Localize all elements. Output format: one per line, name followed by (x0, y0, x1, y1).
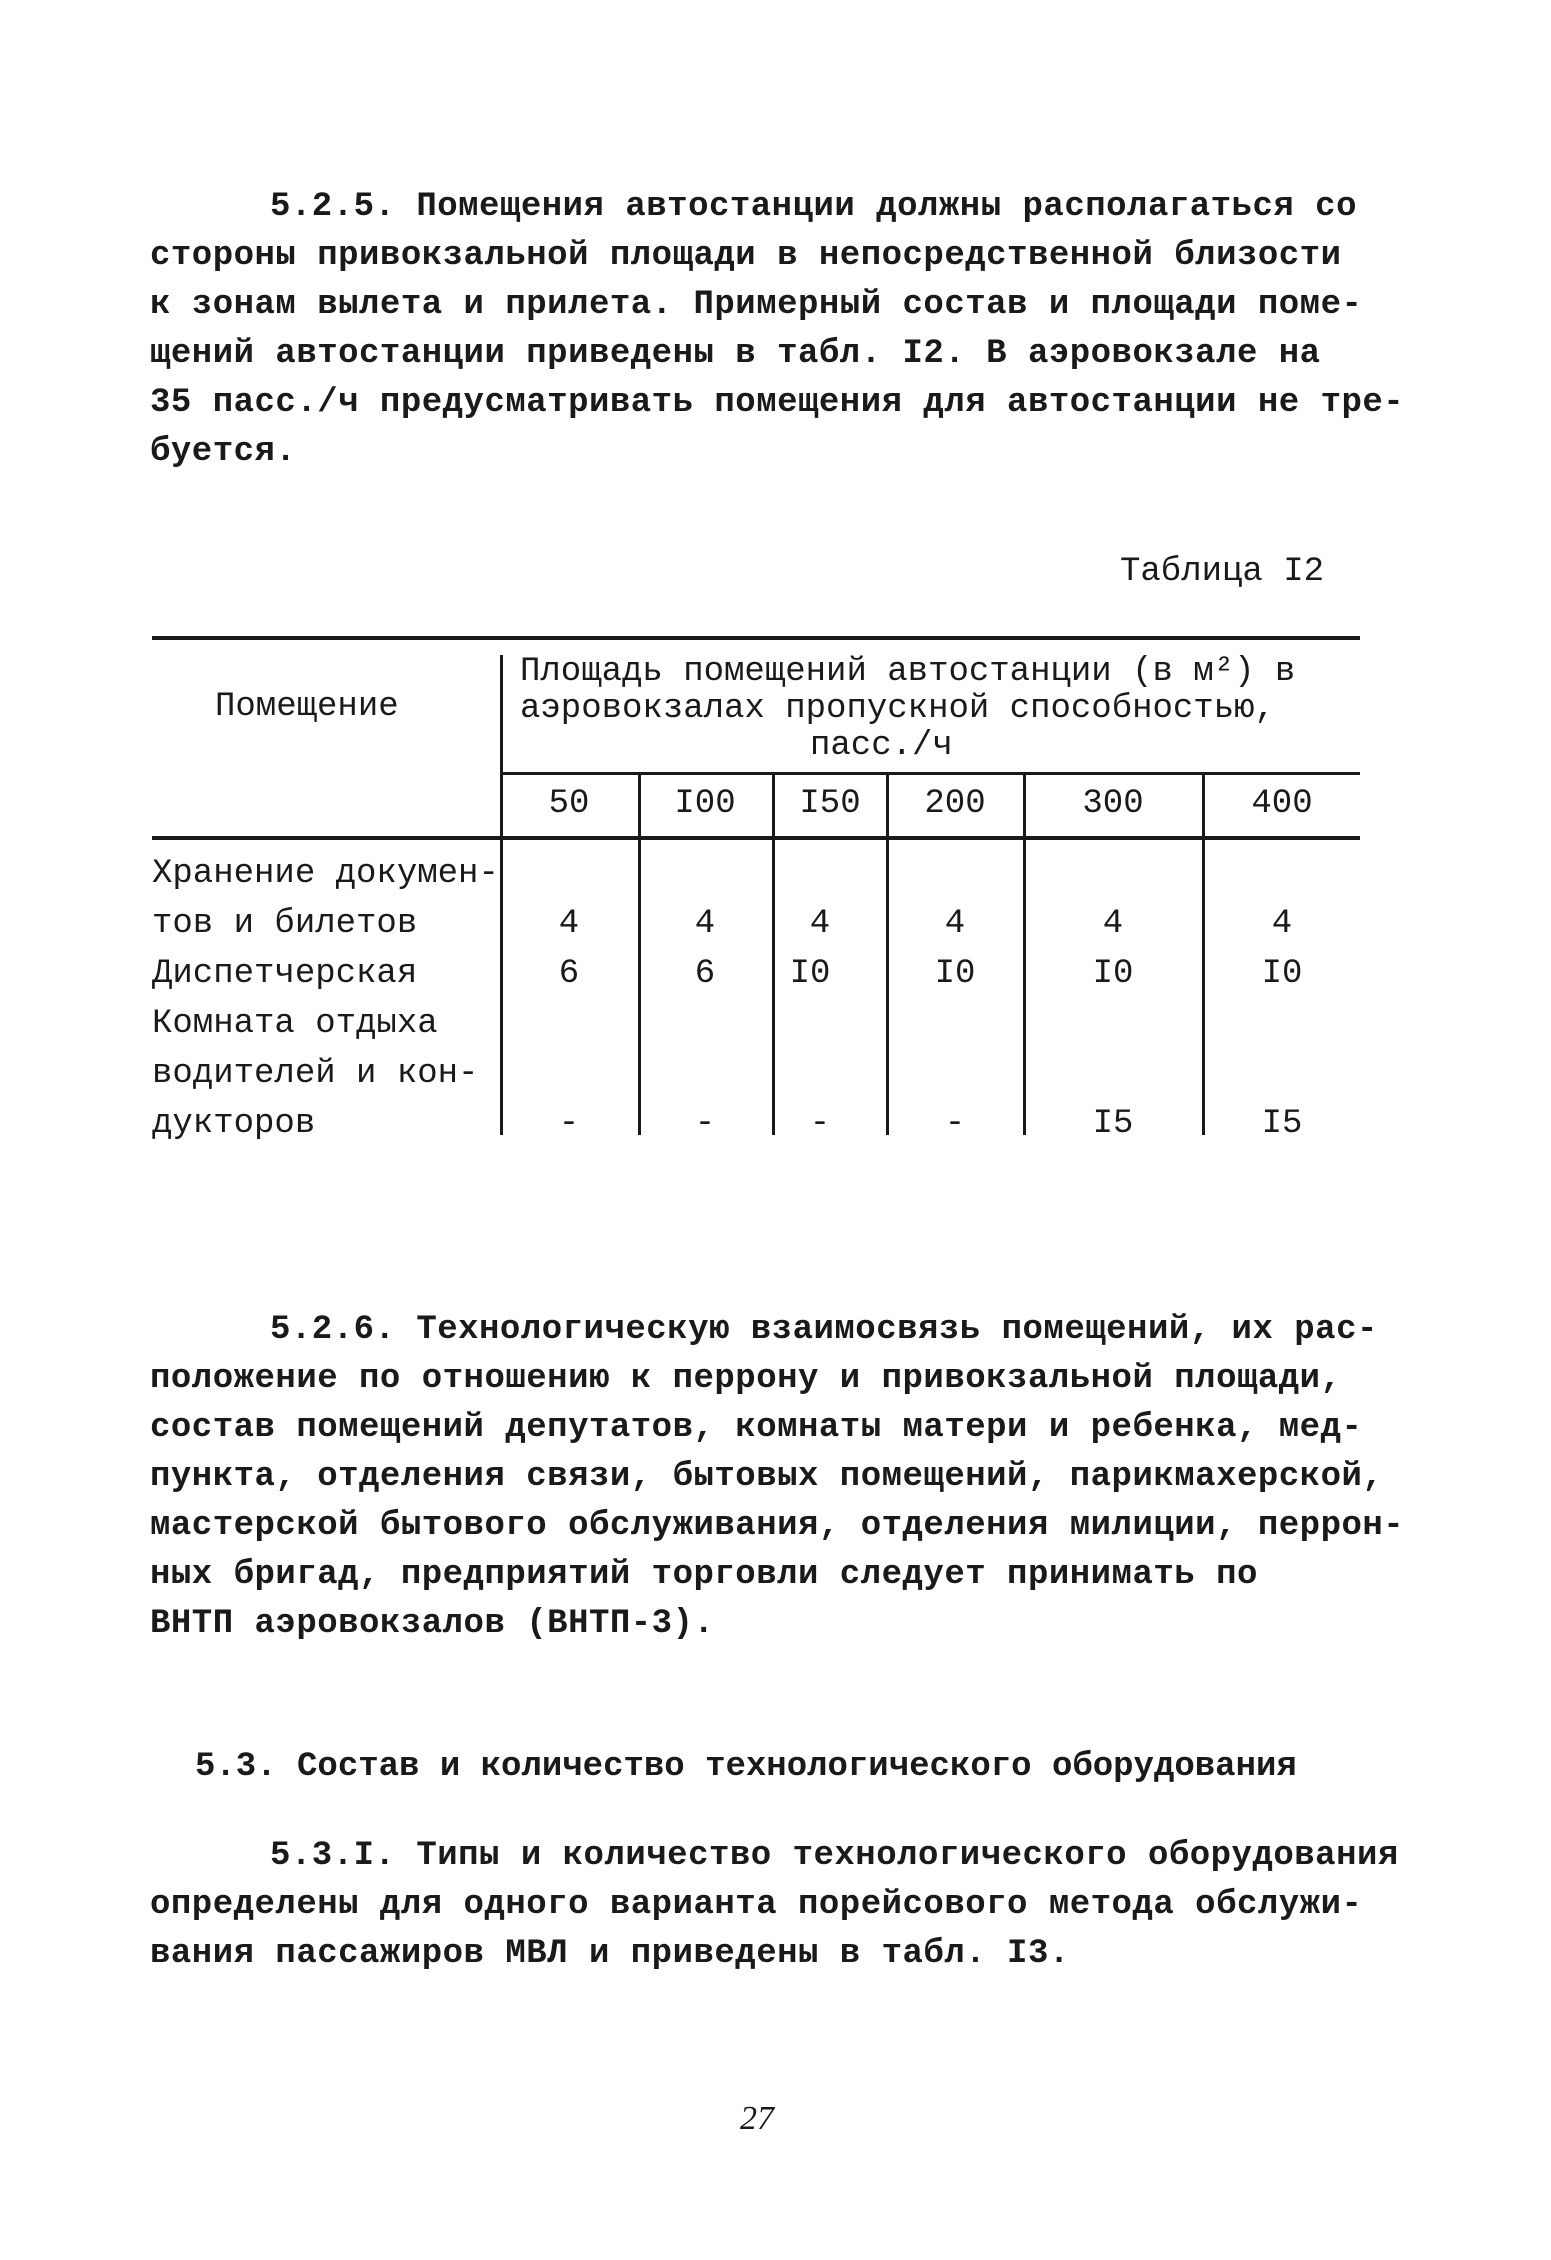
capacity-header: 200 (924, 785, 986, 823)
table-vline (886, 775, 889, 1135)
text-line: 5.2.5. Помещения автостанции должны располагаться со (270, 188, 1357, 226)
text-line: ных бригад, предприятий торговли следует принимать по (150, 1556, 1258, 1594)
table-cell: I0 (1261, 955, 1303, 993)
table-cell: 4 (558, 905, 580, 943)
text-line: мастерской бытового обслуживания, отделения милиции, перрон- (150, 1507, 1405, 1545)
capacity-header: 50 (548, 785, 590, 823)
table-cell: - (694, 1105, 716, 1143)
text-line: щений автостанции приведены в табл. I2. В аэровокзале на (150, 335, 1321, 373)
table-vline (1202, 775, 1205, 1135)
text-line: ВНТП аэровокзалов (ВНТП-3). (150, 1605, 715, 1643)
table-cell: I5 (1261, 1105, 1303, 1143)
table-vline (1023, 775, 1026, 1135)
page-number: 27 (740, 2100, 774, 2137)
text-line: буется. (150, 433, 297, 471)
text-line: состав помещений депутатов, комнаты матери и ребенка, мед- (150, 1409, 1363, 1447)
table-cell: 4 (1102, 905, 1124, 943)
text-line: положение по отношению к перрону и привокзальной площади, (150, 1360, 1342, 1398)
capacity-header: I00 (674, 785, 736, 823)
capacity-header: I50 (799, 785, 861, 823)
table-cell: 4 (694, 905, 716, 943)
capacity-header: 400 (1251, 785, 1313, 823)
table-cell: I5 (1092, 1105, 1134, 1143)
row-name-line: Диспетчерская (152, 955, 418, 993)
table-cell: I0 (1092, 955, 1134, 993)
text-line: вания пассажиров МВЛ и приведены в табл. I3. (150, 1935, 1070, 1973)
row-name-line: Хранение докумен- (152, 855, 499, 893)
table-cell: 4 (1271, 905, 1293, 943)
table-cell: 6 (694, 955, 716, 993)
text-line: 35 пасс./ч предусматривать помещения для автостанции не тре- (150, 384, 1405, 422)
table-subheader-rule (500, 772, 1360, 775)
table-cell: - (809, 1105, 831, 1143)
text-line: стороны привокзальной площади в непосредственной близости (150, 237, 1342, 275)
row-name-line: водителей и кон- (152, 1055, 479, 1093)
table-top-rule (152, 636, 1360, 640)
area-header-line: пасс./ч (810, 727, 953, 765)
text-line: 5.3.I. Типы и количество технологического оборудования (270, 1837, 1399, 1875)
table-vline-first (500, 655, 503, 1135)
text-line: пункта, отделения связи, бытовых помещений, парикмахерской, (150, 1458, 1384, 1496)
row-header: Помещение (215, 688, 399, 726)
text-line: определены для одного варианта порейсового метода обслужи- (150, 1886, 1363, 1924)
table-header-bottom-rule (152, 836, 1360, 840)
text-line: к зонам вылета и прилета. Примерный состав и площади поме- (150, 286, 1363, 324)
row-name-line: тов и билетов (152, 905, 418, 943)
table-cell: 4 (809, 905, 831, 943)
capacity-header: 300 (1082, 785, 1144, 823)
text-line: 5.2.6. Технологическую взаимосвязь помещений, их рас- (270, 1311, 1378, 1349)
table-caption: Таблица I2 (1120, 553, 1325, 591)
paragraph-5-3-1 (150, 1832, 1399, 1979)
table-cell: - (944, 1105, 966, 1143)
area-header-line: Площадь помещений автостанции (в м²) в (520, 653, 1296, 691)
row-name-line: Комната отдыха (152, 1005, 438, 1043)
table-cell: 6 (558, 955, 580, 993)
paragraph-5-2-6 (150, 1306, 1405, 1649)
table-cell: - (558, 1105, 580, 1143)
table-cell: I0 (789, 955, 831, 993)
section-title: 5.3. Состав и количество технологического оборудования (195, 1748, 1297, 1786)
table-vline (638, 775, 641, 1135)
table-cell: 4 (944, 905, 966, 943)
row-name-line: дукторов (152, 1105, 316, 1143)
paragraph-5-2-5 (150, 183, 1405, 477)
area-header-line: аэровокзалах пропускной способностью, (520, 690, 1275, 728)
table-cell: I0 (934, 955, 976, 993)
